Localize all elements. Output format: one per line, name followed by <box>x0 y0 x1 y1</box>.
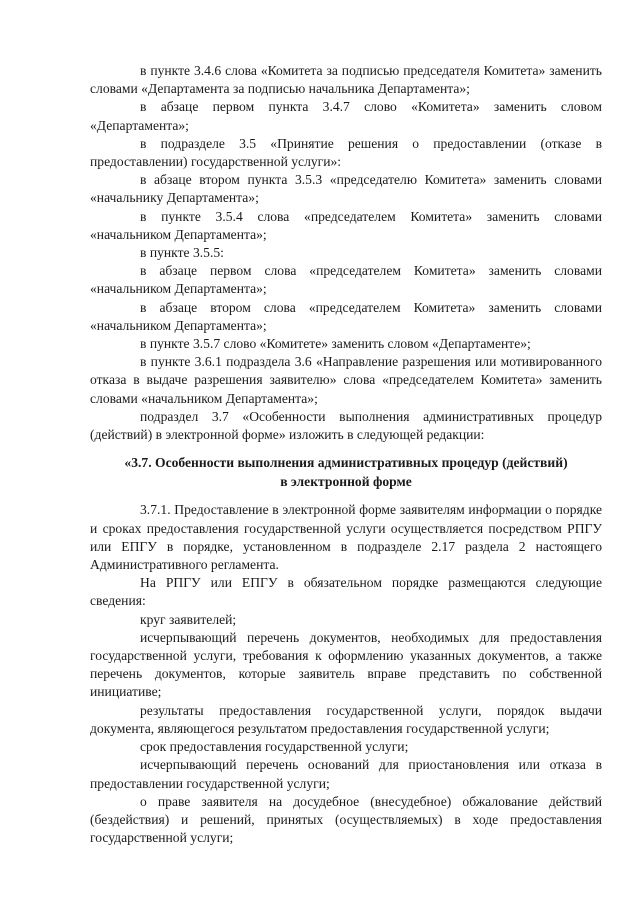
paragraph-item-3-5-7: в пункте 3.5.7 слово «Комитете» заменить словом «Департаменте»; <box>140 336 531 352</box>
paragraph-item-3-7-1: 3.7.1. Предоставление в электронной форме заявителям информации о порядке и сроках предоставления государственной услуги осуществляется посредством РПГУ или ЕПГУ в порядке, установленном в подразделе 2.17 раздела 2 настоящего Административного регламента. <box>90 502 602 573</box>
paragraph-subsection-3-5: в подразделе 3.5 «Принятие решения о предоставлении (отказе в предоставлении) государственной услуги»: <box>90 135 602 170</box>
list-item-applicants: круг заявителей; <box>140 611 237 627</box>
list-item-grounds: исчерпывающий перечень оснований для приостановления или отказа в предоставлении государственной услуги; <box>90 757 602 791</box>
paragraph-item-3-4-7: в абзаце первом пункта 3.4.7 слово «Комитета» заменить словом «Департамента»; <box>90 99 602 133</box>
document-page <box>90 62 602 847</box>
list-item-documents: исчерпывающий перечень документов, необходимых для предоставления государственной услуги, требования к оформлению указанных документов, а также перечень документов, которые заявитель вправе представить по собственной инициативе; <box>90 629 602 700</box>
section-heading <box>90 454 602 491</box>
paragraph-item-3-5-5-first: в абзаце первом слова «председателем Комитета» заменить словами «начальником Департамента»; <box>90 263 602 297</box>
list-item-appeal: о праве заявителя на досудебное (внесудебное) обжалование действий (бездействия) и решений, принятых (осуществляемых) в ходе предоставления государственной услуги; <box>90 793 602 846</box>
section-heading-line1: «3.7. Особенности выполнения административных процедур (действий) <box>124 455 568 471</box>
list-item-results: результаты предоставления государственной услуги, порядок выдачи документа, являющегося результатом предоставления государственной услуги; <box>90 702 602 736</box>
paragraph-item-3-4-6: в пункте 3.4.6 слова «Комитета за подписью председателя Комитета» заменить словами «Департамента за подписью начальника Департамента»; <box>90 63 602 97</box>
paragraph-item-3-6-1: в пункте 3.6.1 подраздела 3.6 «Направление разрешения или мотивированного отказа в выдаче разрешения заявителю» слова «председателем Комитета» заменить словами «начальником Департамента»; <box>90 354 602 406</box>
paragraph-subsection-3-7: подраздел 3.7 «Особенности выполнения административных процедур (действий) в электронной форме» изложить в следующей редакции: <box>90 408 602 443</box>
paragraph-item-3-5-4: в пункте 3.5.4 слова «председателем Комитета» заменить словами «начальником Департамента»; <box>90 208 602 242</box>
paragraph-item-3-5-5: в пункте 3.5.5: <box>140 245 224 261</box>
paragraph-item-3-5-5-second: в абзаце втором слова «председателем Комитета» заменить словами «начальником Департамента»; <box>90 299 602 333</box>
list-item-term: срок предоставления государственной услуги; <box>140 739 409 755</box>
paragraph-item-3-5-3: в абзаце втором пункта 3.5.3 «председателю Комитета» заменить словами «начальнику Департамента»; <box>90 172 602 206</box>
section-heading-line2: в электронной форме <box>280 473 412 489</box>
paragraph-required-info: На РПГУ или ЕПГУ в обязательном порядке размещаются следующие сведения: <box>90 575 602 609</box>
